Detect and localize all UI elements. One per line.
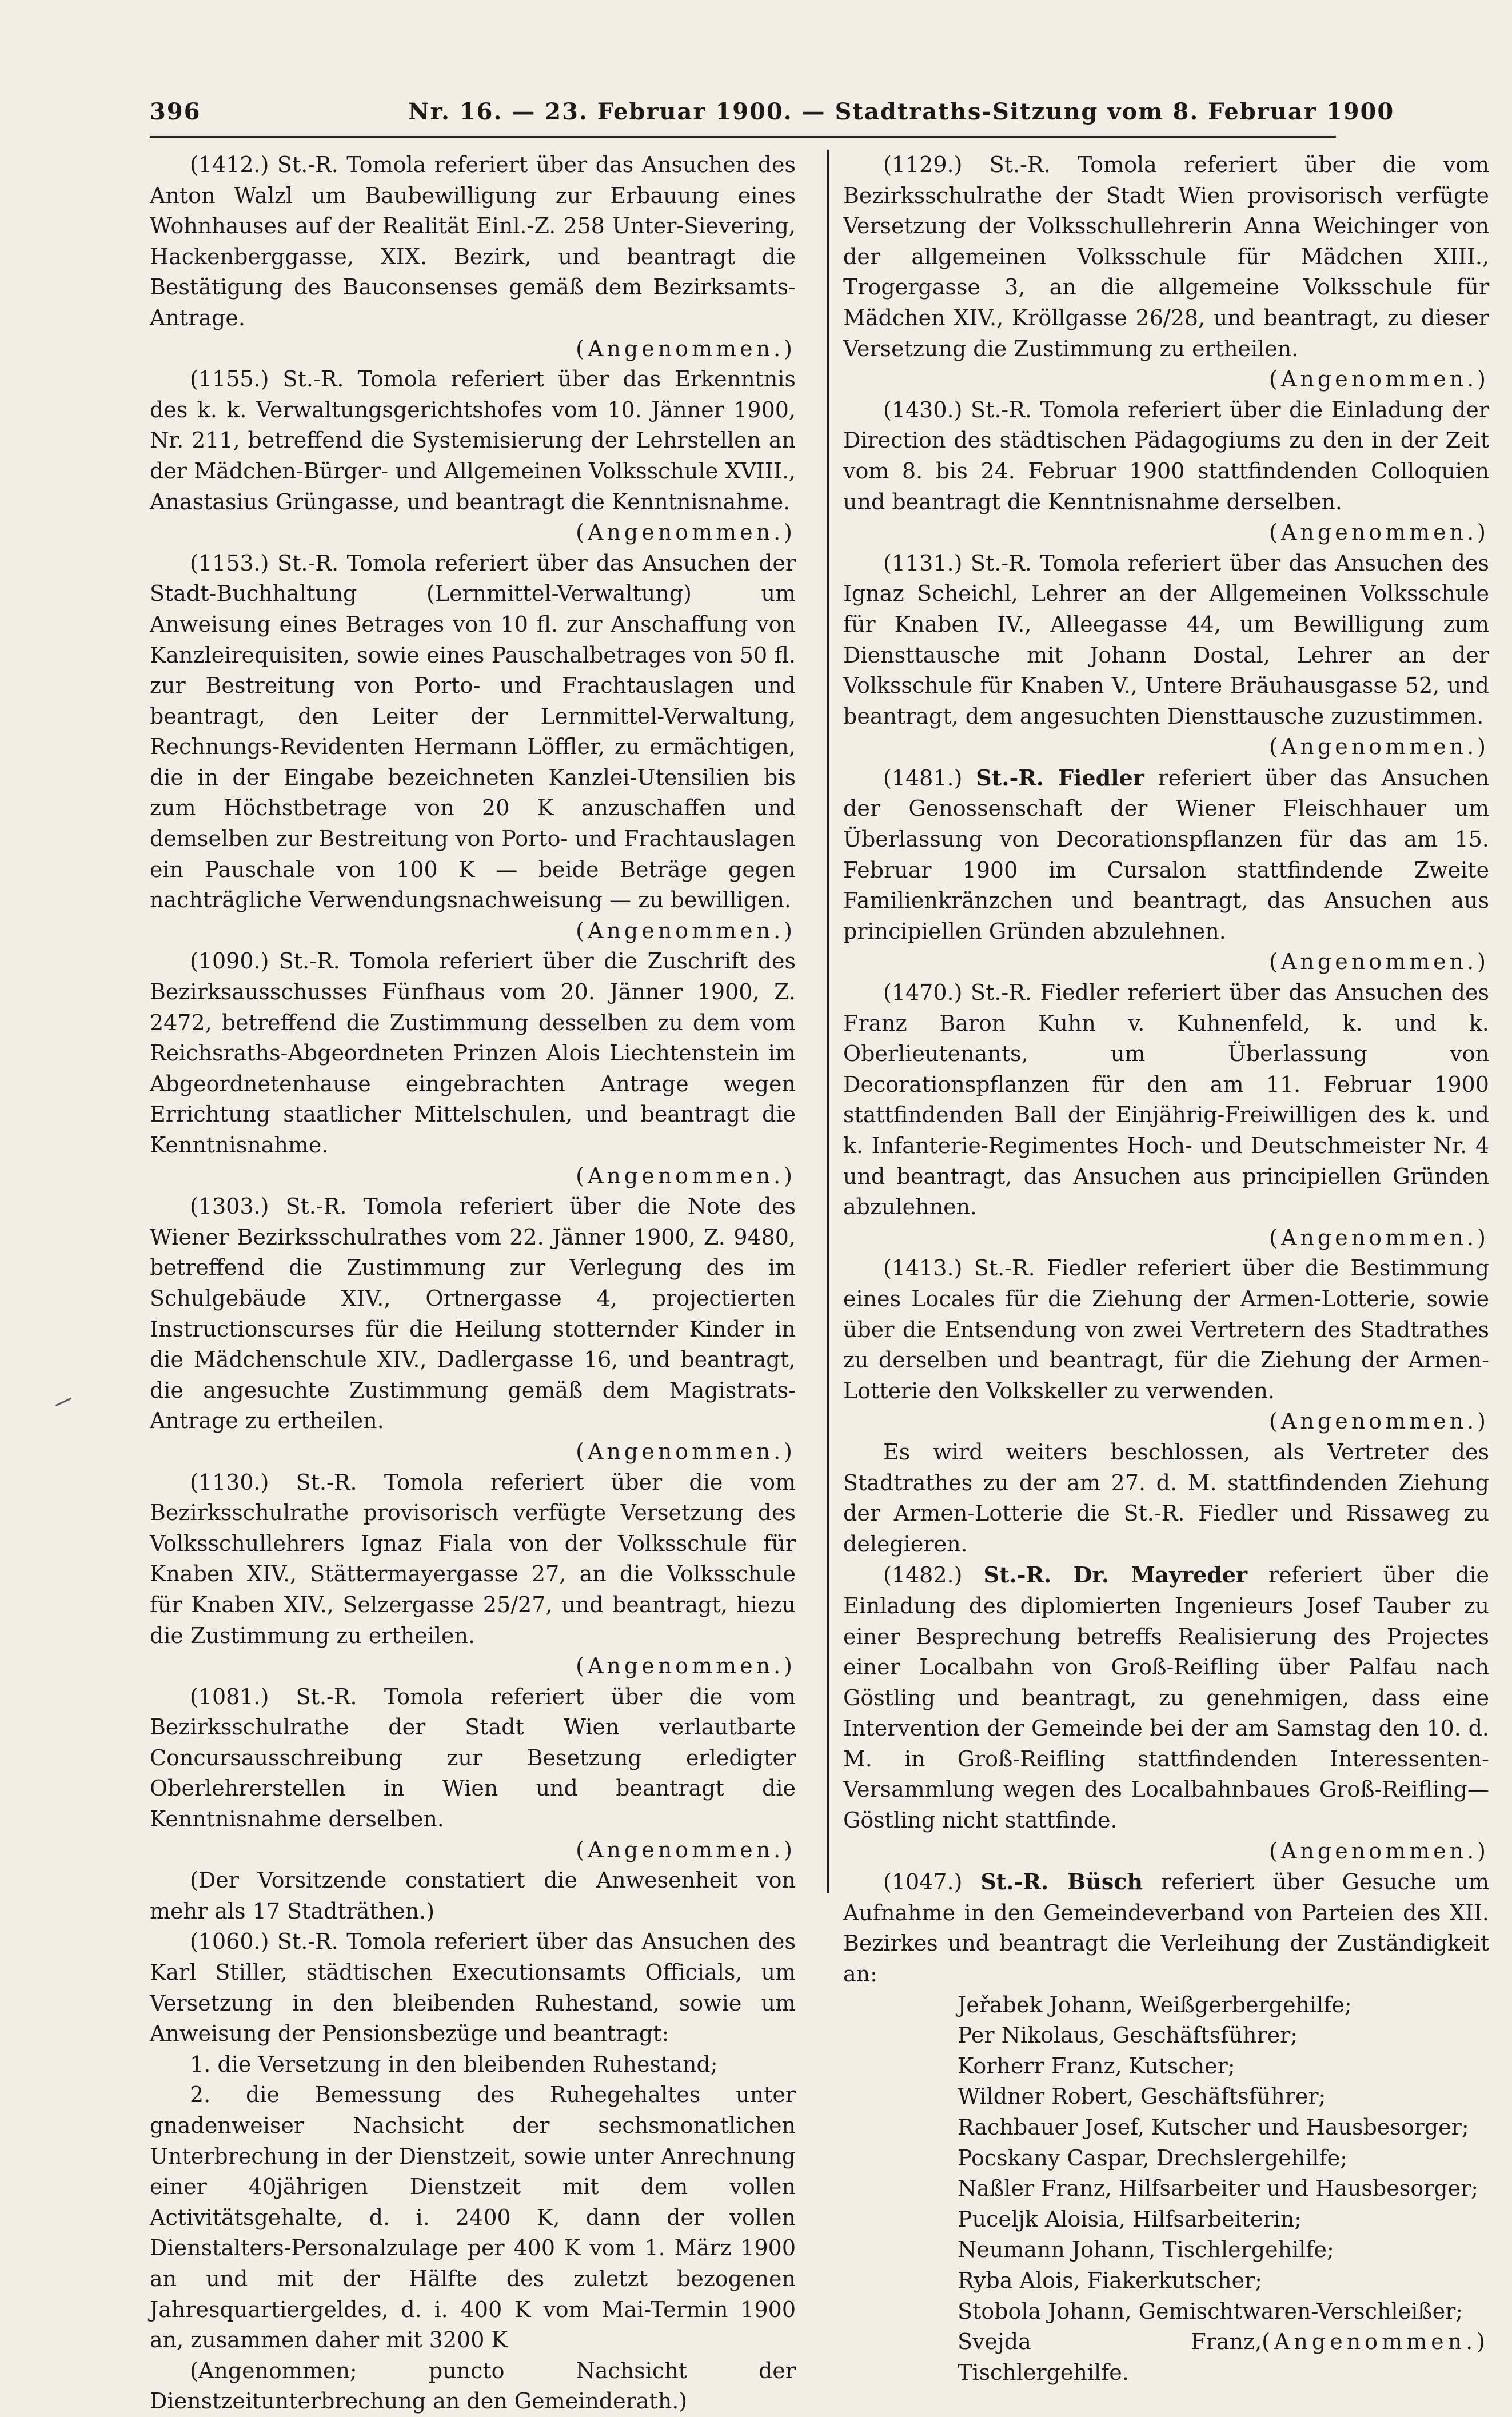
entry-1470: (1470.) St.-R. Fiedler referiert über das Ansuchen des Franz Baron Kuhn v. Kuhnenfeld, k. und k. Oberlieutenants, um Überlassung von Decorationspflanzen für den am 11. Februar 1900 stattfindenden Ball der Einjährig-Freiwilligen des k. und k. Infanterie-Regimentes Hoch- und Deutschmeister Nr. 4 und beantragt, das Ansuchen aus principiellen Gründen abzulehnen. (Angenommen.) bbox=[843, 978, 1489, 1253]
resolution-note: (Angenommen.) bbox=[576, 1438, 796, 1464]
entry-1430: (1430.) St.-R. Tomola referiert über die Einladung der Direction des städtischen Pädagogiums zu den in der Zeit vom 8. bis 24. Februar 1900 stattfindenden Colloquien und beantragt die Kenntnisnahme derselben. (Angenommen.) bbox=[843, 395, 1489, 548]
list-item: Stobola Johann, Gemischtwaren-Verschleißer; bbox=[958, 2298, 1463, 2324]
resolution-note: (Angenommen.) bbox=[1269, 1225, 1489, 1250]
entry-1090: (1090.) St.-R. Tomola referiert über die Zuschrift des Bezirksausschusses Fünfhaus vom 20. Jänner 1900, Z. 2472, betreffend die Zustimmung desselben zu dem vom Reichsraths-Abgeordneten Prinzen Alois Liechtenstein im Abgeordnetenhause eingebrachten Antrage wegen Errichtung staatlicher Mittelschulen, und beantragt die Kenntnisnahme. (Angenommen.) bbox=[150, 946, 796, 1191]
entry-1153: (1153.) St.-R. Tomola referiert über das Ansuchen der Stadt-Buchhaltung (Lernmittel-Verwaltung) um Anweisung eines Betrages von 10 fl. zur Anschaffung von Kanzleirequisiten, sowie eines Pauschalbetrages von 50 fl. zur Bestreitung von Porto- und Frachtauslagen und beantragt, den Leiter der Lernmittel-Verwaltung, Rechnungs-Revidenten Hermann Löffler, zu ermächtigen, die in der Eingabe bezeichneten Kanzlei-Utensilien bis zum Höchstbetrage von 20 K anzuschaffen und demselben zur Bestreitung von Porto- und Frachtauslagen ein Pauschale von 100 K — beide Beträge gegen nachträgliche Verwendungsnachweisung — zu bewilligen. (Angenommen.) bbox=[150, 548, 796, 947]
entry-1413: (1413.) St.-R. Fiedler referiert über die Bestimmung eines Locales für die Ziehung der Armen-Lotterie, sowie über die Entsendung von zwei Vertretern des Stadtrathes zu derselben und beantragt, für die Ziehung der Armen-Lotterie den Volkskeller zu verwenden. (Angenommen.) bbox=[843, 1253, 1489, 1437]
list-item: Puceljk Aloisia, Hilfsarbeiterin; bbox=[958, 2206, 1302, 2232]
list-item: 1. die Versetzung in den bleibenden Ruhestand; bbox=[190, 2051, 718, 2077]
entry-1081: (1081.) St.-R. Tomola referiert über die vom Bezirksschulrathe der Stadt Wien verlautbarte Concursausschreibung zur Besetzung erledigter Oberlehrerstellen in Wien und beantragt die Kenntnisnahme derselben. (Angenommen.) bbox=[150, 1682, 796, 1866]
resolution-note: (Angenommen.) bbox=[1269, 949, 1489, 975]
entry-1481: (1481.) St.-R. Fiedler referiert über das Ansuchen der Genossenschaft der Wiener Fleischhauer um Überlassung von Decorationspflanzen für das am 15. Februar 1900 im Cursalon stattfindende Zweite Familienkränzchen und beantragt, das Ansuchen aus principiellen Gründen abzulehnen. (Angenommen.) bbox=[843, 763, 1489, 978]
resolution-note: (Angenommen.) bbox=[1269, 1838, 1489, 1864]
resolution-list bbox=[150, 2049, 796, 2356]
resolution-note: (Angenommen.) bbox=[1262, 2329, 1489, 2355]
speaker-name: St.-R. Büsch bbox=[980, 1869, 1143, 1895]
list-item: Neumann Johann, Tischlergehilfe; bbox=[958, 2237, 1334, 2263]
list-item: Wildner Robert, Geschäftsführer; bbox=[958, 2084, 1326, 2109]
entry-1482: (1482.) St.-R. Dr. Mayreder referiert über die Einladung des diplomierten Ingenieurs Josef Tauber zu einer Besprechung betreffs Realisierung des Projectes einer Localbahn von Groß-Reifling über Palfau nach Göstling und beantragt, zu genehmigen, dass eine Intervention der Gemeinde bei der am Samstag den 10. d. M. in Groß-Reifling stattfindenden Interessenten-Versammlung wegen des Localbahnbaues Groß-Reifling—Göstling nicht stattfinde. (Angenommen.) bbox=[843, 1560, 1489, 1866]
resolution-note: (Angenommen.) bbox=[576, 1163, 796, 1188]
resolution-note: (Angenommen.) bbox=[576, 1653, 796, 1679]
list-item: Jeřabek Johann, Weißgerbergehilfe; bbox=[958, 1992, 1352, 2017]
resolution-note: (Angenommen.) bbox=[576, 336, 796, 361]
list-item: Rachbauer Josef, Kutscher und Hausbesorger; bbox=[958, 2115, 1469, 2140]
chair-note: (Der Vorsitzende constatiert die Anwesenheit von mehr als 17 Stadträthen.) bbox=[150, 1868, 796, 1924]
list-item: Svejda Franz, Tischlergehilfe. (Angenommen.) bbox=[843, 2327, 1489, 2388]
resolution-note: (Angenommen.) bbox=[576, 918, 796, 943]
list-item: Per Nikolaus, Geschäftsführer; bbox=[958, 2023, 1298, 2048]
resolution-note: (Angenommen.) bbox=[576, 1837, 796, 1862]
entry-1130: (1130.) St.-R. Tomola referiert über die vom Bezirksschulrathe provisorisch verfügte Versetzung des Volksschullehrers Ignaz Fiala von der Volksschule für Knaben XIV., Stättermayergasse 27, an die Volksschule für Knaben XIV., Selzergasse 25/27, und beantragt, hiezu die Zustimmung zu ertheilen. (Angenommen.) bbox=[150, 1467, 796, 1682]
right-column bbox=[843, 150, 1489, 2388]
speaker-name: St.-R. Fiedler bbox=[976, 764, 1144, 791]
entry-1060: (1060.) St.-R. Tomola referiert über das Ansuchen des Karl Stiller, städtischen Executionsamts Officials, um Versetzung in den bleibenden Ruhestand, sowie um Anweisung der Pensionsbezüge und beantragt: bbox=[150, 1929, 796, 2047]
entry-1412: (1412.) St.-R. Tomola referiert über das Ansuchen des Anton Walzl um Baubewilligung zur Erbauung eines Wohnhauses auf der Realität Einl.-Z. 258 Unter-Sievering, Hackenberggasse, XIX. Bezirk, und beantragt die Bestätigung des Bauconsenses gemäß dem Bezirksamts-Antrage. (Angenommen.) bbox=[150, 150, 796, 364]
resolution-note: (Angenommen.) bbox=[1269, 1409, 1489, 1434]
list-item: Ryba Alois, Fiakerkutscher; bbox=[958, 2267, 1263, 2293]
header-rule bbox=[150, 136, 1336, 138]
running-title: Nr. 16. — 23. Februar 1900. — Stadtraths-Sitzung vom 8. Februar 1900 bbox=[408, 98, 1395, 125]
applicant-list bbox=[843, 1990, 1489, 2388]
list-item: Naßler Franz, Hilfsarbeiter und Hausbesorger; bbox=[958, 2176, 1479, 2201]
list-item: Pocskany Caspar, Drechslergehilfe; bbox=[958, 2145, 1347, 2171]
entry-1131: (1131.) St.-R. Tomola referiert über das Ansuchen des Ignaz Scheichl, Lehrer an der Allgemeinen Volksschule für Knaben IV., Alleegasse 44, um Bewilligung zum Diensttausche mit Johann Dostal, Lehrer an der Volksschule für Knaben V., Untere Bräuhausgasse 52, und beantragt, dem angesuchten Diensttausche zuzustimmen. (Angenommen.) bbox=[843, 548, 1489, 763]
entry-1060-resolution: (Angenommen; puncto Nachsicht der Dienstzeitunterbrechung an den Gemeinderath.) bbox=[150, 2358, 796, 2414]
column-divider bbox=[827, 150, 829, 1893]
resolution-note: (Angenommen.) bbox=[1269, 520, 1489, 545]
resolution-note: (Angenommen.) bbox=[1269, 734, 1489, 760]
margin-mark bbox=[55, 1398, 76, 1416]
delegation-note: Es wird weiters beschlossen, als Vertreter des Stadtrathes zu der am 27. d. M. stattfindenden Ziehung der Armen-Lotterie die St.-R. Fiedler und Rissaweg zu delegieren. bbox=[843, 1439, 1489, 1557]
entry-1155: (1155.) St.-R. Tomola referiert über das Erkenntnis des k. k. Verwaltungsgerichtshofes vom 10. Jänner 1900, Nr. 211, betreffend die Systemisierung der Lehrstellen an der Mädchen-Bürger- und Allgemeinen Volksschule XVIII., Anastasius Grüngasse, und beantragt die Kenntnisnahme. (Angenommen.) bbox=[150, 364, 796, 548]
resolution-note: (Angenommen.) bbox=[576, 520, 796, 545]
left-column bbox=[150, 150, 796, 2417]
list-item: 2. die Bemessung des Ruhegehaltes unter gnadenweiser Nachsicht der sechsmonatlichen Unterbrechung in der Dienstzeit, sowie unter Anrechnung einer 40jährigen Dienstzeit mit dem vollen Activitätsgehalte, d. i. 2400 K, dann der vollen Dienstalters-Personalzulage per 400 K vom 1. März 1900 an und mit der Hälfte des zuletzt bezogenen Jahresquartiergeldes, d. i. 400 K vom Mai-Termin 1900 an, zusammen daher mit 3200 K bbox=[150, 2082, 796, 2353]
page-number: 396 bbox=[150, 98, 201, 125]
speaker-name: St.-R. Dr. Mayreder bbox=[983, 1562, 1248, 1588]
entry-1047: (1047.) St.-R. Büsch referiert über Gesuche um Aufnahme in den Gemeindeverband von Parteien des XII. Bezirkes und beantragt die Verleihung der Zuständigkeit an: bbox=[843, 1869, 1489, 1987]
entry-1129: (1129.) St.-R. Tomola referiert über die vom Bezirksschulrathe der Stadt Wien provisorisch verfügte Versetzung der Volksschullehrerin Anna Weichinger von der allgemeinen Volksschule für Mädchen XIII., Trogergasse 3, an die allgemeine Volksschule für Mädchen XIV., Kröllgasse 26/28, und beantragt, zu dieser Versetzung die Zustimmung zu ertheilen. (Angenommen.) bbox=[843, 150, 1489, 395]
page-header bbox=[150, 91, 1395, 131]
entry-1303: (1303.) St.-R. Tomola referiert über die Note des Wiener Bezirksschulrathes vom 22. Jänner 1900, Z. 9480, betreffend die Zustimmung zur Verlegung des im Schulgebäude XIV., Ortnergasse 4, projectierten Instructionscurses für die Heilung stotternder Kinder in die Mädchenschule XIV., Dadlergasse 16, und beantragt, die angesuchte Zustimmung gemäß dem Magistrats-Antrage zu ertheilen. (Angenommen.) bbox=[150, 1191, 796, 1467]
resolution-note: (Angenommen.) bbox=[1269, 366, 1489, 392]
list-item: Korherr Franz, Kutscher; bbox=[958, 2053, 1235, 2079]
